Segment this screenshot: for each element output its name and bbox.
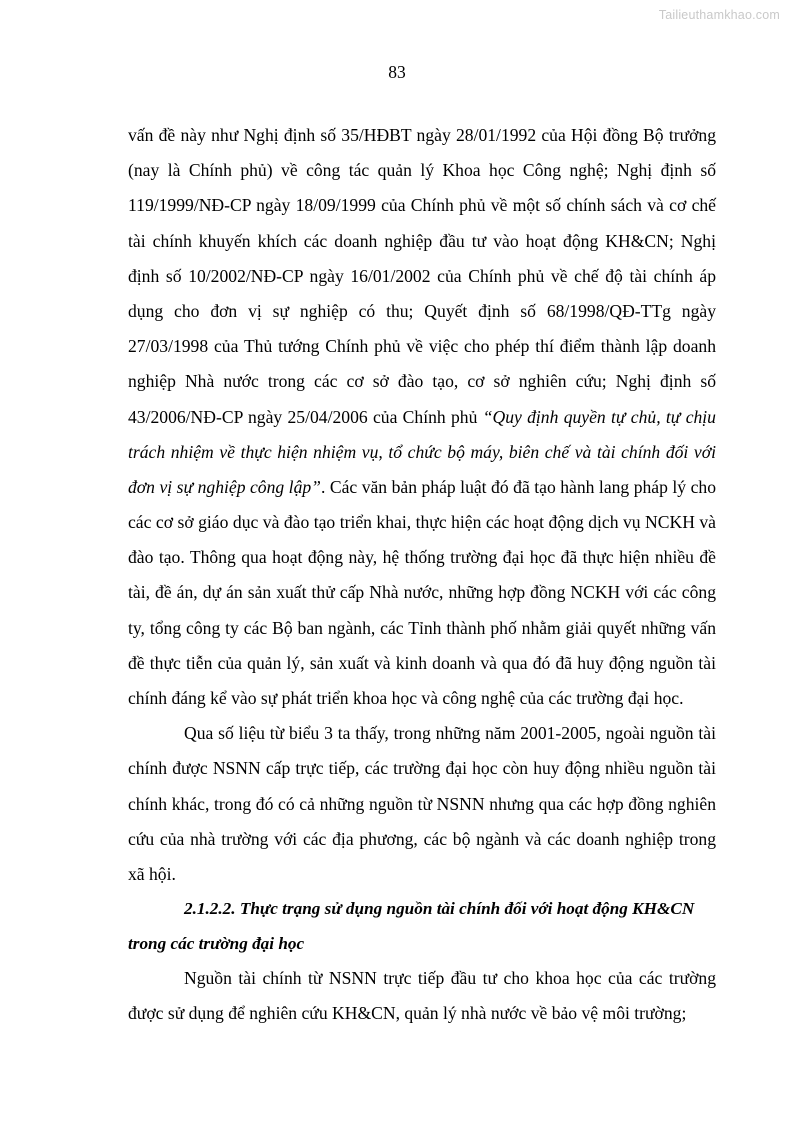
section-heading <box>128 892 716 961</box>
paragraph-2-run-1: Qua số liệu từ biểu 3 ta thấy, trong những năm 2001-2005, ngoài nguồn tài chính được NSNN cấp trực tiếp, các trường đại học còn huy động nhiều nguồn tài chính khác, trong đó có cả những nguồn từ NSNN nhưng qua các hợp đồng nghiên cứu của nhà trường với các địa phương, các bộ ngành và các doanh nghiệp trong xã hội. <box>128 723 716 884</box>
page-body <box>128 118 716 1031</box>
section-heading-line-1: 2.1.2.2. Thực trạng sử dụng nguồn tài chính đối với hoạt động KH&CN <box>184 899 695 919</box>
paragraph-3-run-1: Nguồn tài chính từ NSNN trực tiếp đầu tư cho khoa học của các trường được sử dụng để nghiên cứu KH&CN, quản lý nhà nước về bảo vệ môi trường; <box>128 967 716 1024</box>
paragraph-1-run-1: vấn đề này như Nghị định số 35/HĐBT ngày 28/01/1992 của Hội đồng Bộ trưởng (nay là Chính phủ) về công tác quản lý Khoa học Công nghệ; Nghị định số 119/1999/NĐ-CP ngày 18/09/1999 của Chính phủ về một số chính sách và cơ chế tài chính khuyến khích các doanh nghiệp đầu tư vào hoạt động KH&CN; Nghị định số 10/2002/NĐ-CP ngày 16/01/2002 của Chính phủ về chế độ tài chính áp dụng cho đơn vị sự nghiệp có thu; Quyết định số 68/1998/QĐ-TTg ngày 27/03/1998 của Thủ tướng Chính phủ về việc cho phép thí điểm thành lập doanh nghiệp Nhà nước trong các cơ sở đào tạo, cơ sở nghiên cứu; Nghị định số 43/2006/NĐ-CP ngày 25/04/2006 của Chính phủ <box>128 125 716 427</box>
page-number: 83 <box>388 62 406 82</box>
section-heading-line-2: trong các trường đại học <box>128 933 305 953</box>
watermark-text: Tailieuthamkhao.com <box>658 8 780 22</box>
paragraph-2 <box>128 716 716 892</box>
paragraph-1 <box>128 118 716 716</box>
paragraph-1-quote-italic: “Quy định quyền tự chủ, tự chịu trách nhiệm về thực hiện nhiệm vụ, tổ chức bộ máy, biên chế và tài chính đối với đơn vị sự nghiệp công lập” <box>128 406 716 497</box>
paragraph-3 <box>128 961 716 1031</box>
paragraph-1-run-3: . Các văn bản pháp luật đó đã tạo hành lang pháp lý cho các cơ sở giáo dục và đào tạo triển khai, thực hiện các hoạt động dịch vụ NCKH và đào tạo. Thông qua hoạt động này, hệ thống trường đại học đã thực hiện nhiều đề tài, đề án, dự án sản xuất thử cấp Nhà nước, những hợp đồng NCKH với các công ty, tổng công ty các Bộ ban ngành, các Tỉnh thành phố nhằm giải quyết những vấn đề thực tiễn của quản lý, sản xuất và kinh doanh và qua đó đã huy động nguồn tài chính đáng kể vào sự phát triển khoa học và công nghệ của các trường đại học. <box>128 476 716 708</box>
